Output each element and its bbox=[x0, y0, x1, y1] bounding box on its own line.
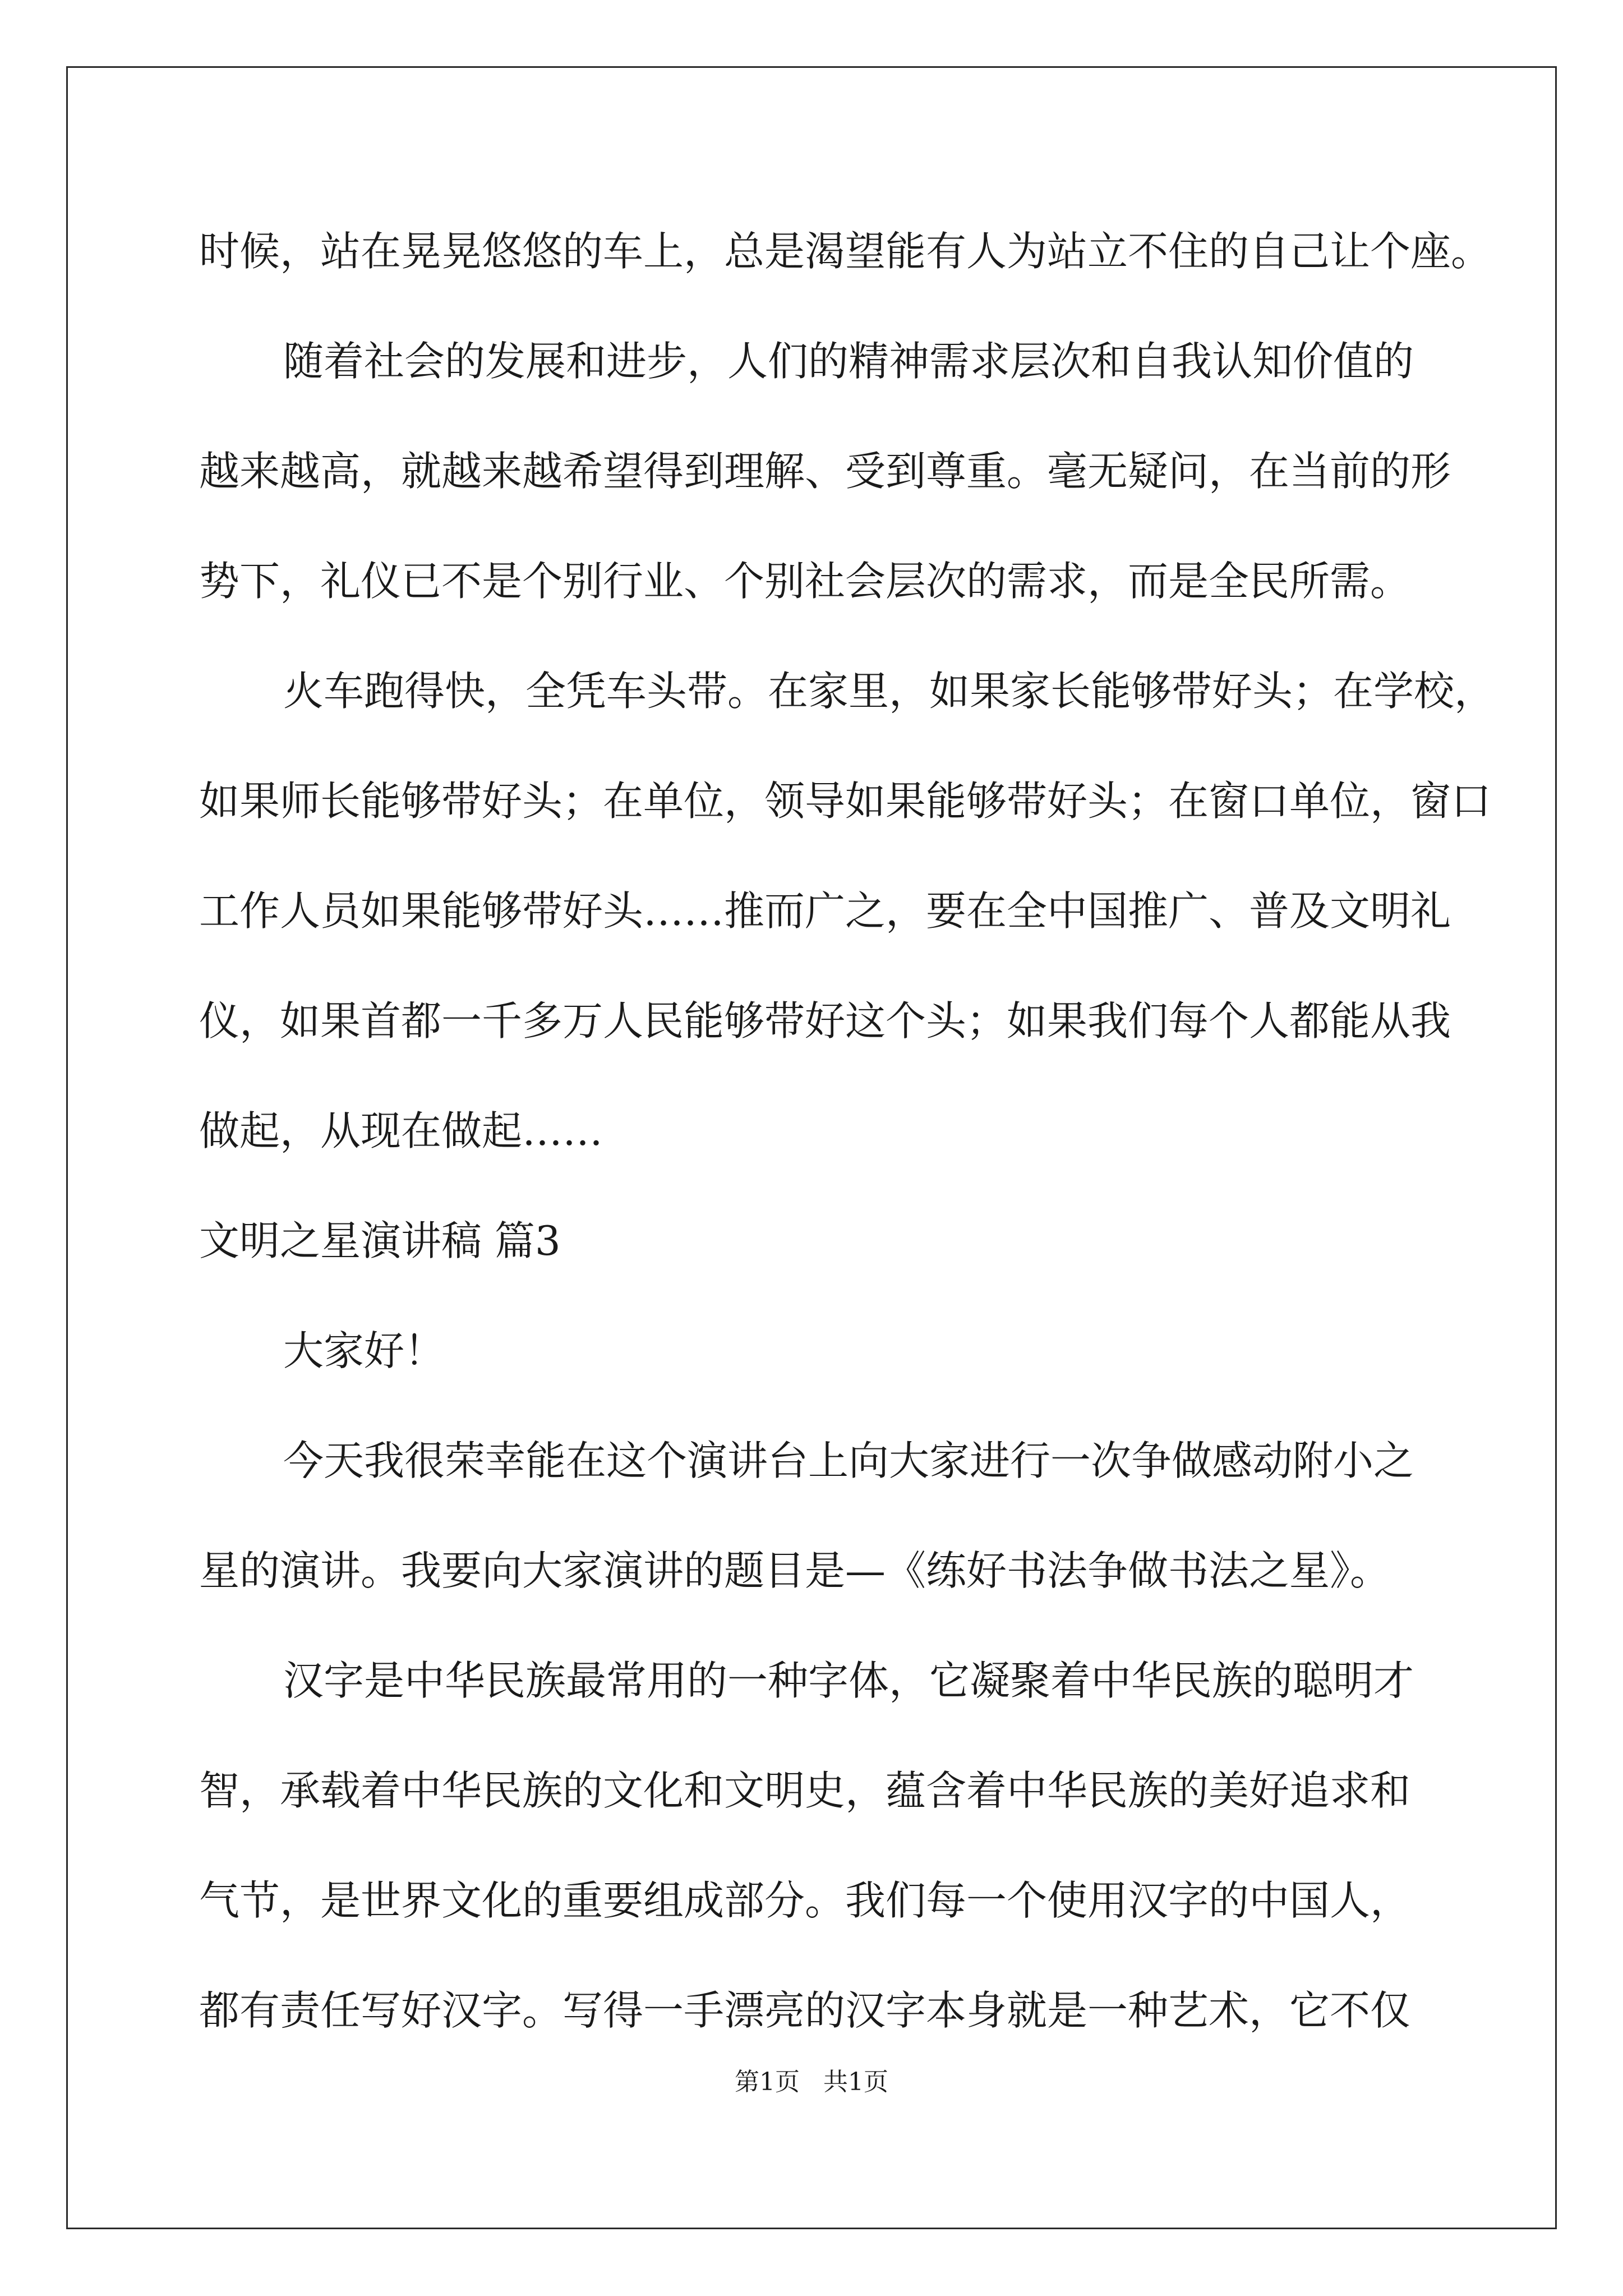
paragraph-start: 汉字是中华民族最常用的一种字体，它凝聚着中华民族的聪明才 bbox=[283, 1657, 1414, 1704]
paragraph-start: 今天我很荣幸能在这个演讲台上向大家进行一次争做感动附小之 bbox=[283, 1437, 1414, 1484]
text-line: 时候，站在晃晃悠悠的车上，总是渴望能有人为站立不住的自己让个座。 bbox=[199, 228, 1492, 275]
paragraph-start: 随着社会的发展和进步，人们的精神需求层次和自我认知价值的 bbox=[283, 338, 1414, 385]
text-line: 做起，从现在做起…… bbox=[199, 1107, 603, 1154]
text-line: 星的演讲。我要向大家演讲的题目是—《练好书法争做书法之星》。 bbox=[199, 1547, 1391, 1594]
greeting: 大家好！ bbox=[283, 1327, 445, 1374]
page-number: 第1页 bbox=[735, 2068, 800, 2096]
text-line: 都有责任写好汉字。写得一手漂亮的汉字本身就是一种艺术，它不仅 bbox=[199, 1987, 1411, 2034]
text-line: 气节，是世界文化的重要组成部分。我们每一个使用汉字的中国人， bbox=[199, 1877, 1411, 1924]
document-body bbox=[199, 196, 1495, 2065]
page-total: 共1页 bbox=[823, 2068, 888, 2096]
section-heading: 文明之星演讲稿 篇3 bbox=[199, 1217, 561, 1264]
text-line: 智，承载着中华民族的文化和文明史，蕴含着中华民族的美好追求和 bbox=[199, 1767, 1411, 1814]
page-footer bbox=[0, 2062, 1623, 2097]
text-line: 越来越高，就越来越希望得到理解、受到尊重。毫无疑问，在当前的形 bbox=[199, 448, 1451, 495]
text-line: 如果师长能够带好头；在单位，领导如果能够带好头；在窗口单位，窗口 bbox=[199, 777, 1492, 825]
text-line: 仪，如果首都一千多万人民能够带好这个头；如果我们每个人都能从我 bbox=[199, 997, 1451, 1045]
paragraph-start: 火车跑得快，全凭车头带。在家里，如果家长能够带好头；在学校， bbox=[283, 668, 1495, 715]
text-line: 工作人员如果能够带好头……推而广之，要在全中国推广、普及文明礼 bbox=[199, 887, 1451, 935]
text-line: 势下，礼仪已不是个别行业、个别社会层次的需求，而是全民所需。 bbox=[199, 558, 1411, 605]
